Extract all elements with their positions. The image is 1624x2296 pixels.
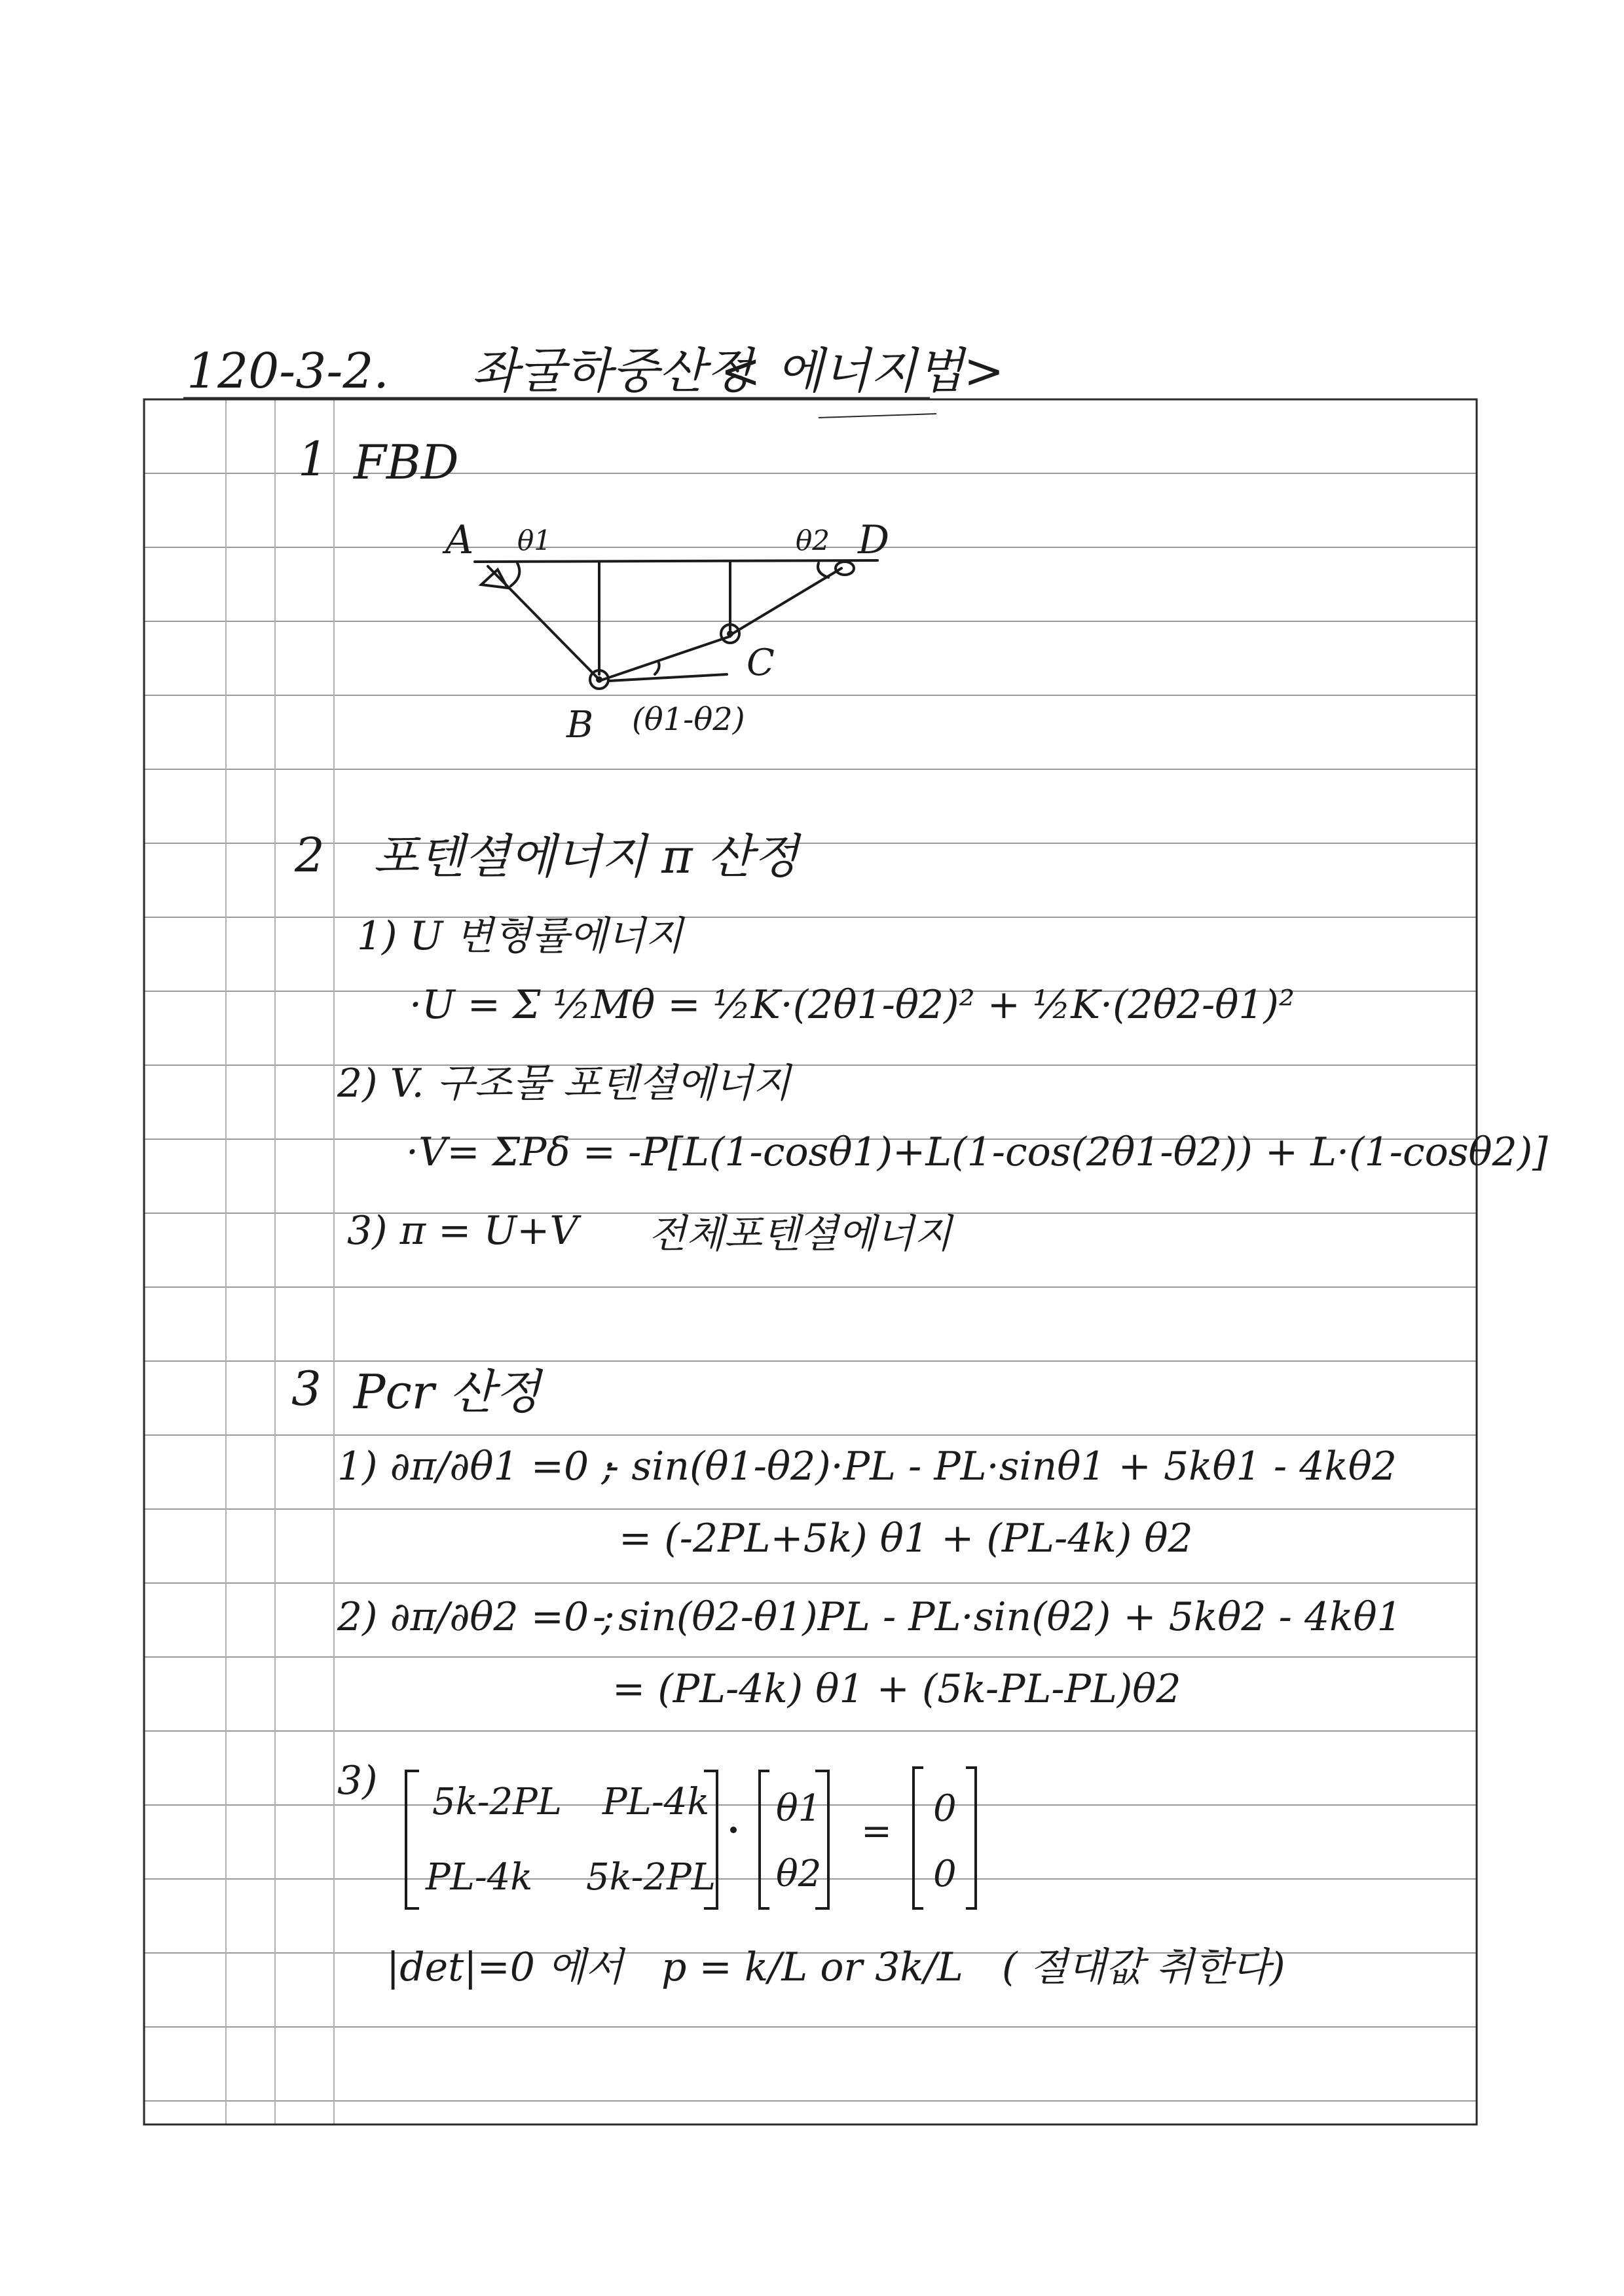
derivative-2-result: = (PL-4k) θ1 + (5k-PL-PL)θ2 [612,1666,1181,1712]
critical-load-result: p = k/L or 3k/L [661,1944,963,1990]
fbd-label-b: B [566,704,594,746]
derivative-1-result: = (-2PL+5k) θ1 + (PL-4k) θ2 [619,1516,1193,1561]
derivative-1-rhs: - sin(θ1-θ2)·PL - PL·sinθ1 + 5kθ1 - 4kθ2 [606,1444,1397,1489]
determinant-condition: |det|=0 에서 [386,1944,623,1990]
fbd-label-theta1: θ1 [517,524,552,556]
derivative-1-lhs: 1) ∂π/∂θ1 =0 ; [337,1444,615,1489]
vector-theta2: θ2 [776,1853,822,1895]
fbd-label-c: C [747,642,775,684]
matrix-m22: 5k-2PL [586,1856,716,1899]
title-method: < 에너지법> [720,343,1005,399]
energy-v-equation: ·V= ΣPδ = -P[L(1-cosθ1)+L(1-cos(2θ1-θ2)) + L·(1-cosθ2)] [406,1129,1548,1175]
energy-v-heading: 2) V. 구조물 포텐셜에너지 [337,1061,791,1106]
energy-u-equation: ·U = Σ ½Mθ = ½K·(2θ1-θ2)² + ½K·(2θ2-θ1)² [409,982,1295,1028]
energy-pi-heading: 3) π = U+V [347,1208,578,1254]
vector-theta1: θ1 [776,1787,822,1830]
zero-vector-1: 0 [933,1787,957,1830]
section-2-number: 2 [295,828,325,883]
energy-u-heading: 1) U 변형률에너지 [357,913,684,959]
matrix-m21: PL-4k [426,1856,533,1899]
matrix-step-label: 3) [337,1758,378,1804]
matrix-m11: 5k-2PL [432,1781,562,1823]
section-2-label: 포텐셜에너지 π 산정 [373,829,799,884]
fbd-label-a: A [445,517,474,563]
problem-number: 120-3-2. [187,343,389,399]
fbd-label-angle-b: (θ1-θ2) [632,701,745,738]
derivative-2-lhs: 2) ∂π/∂θ2 =0 ; [337,1594,615,1640]
equals-sign: = [861,1810,892,1853]
energy-pi-note: 전체포텐셜에너지 [648,1211,952,1257]
section-1-number: 1 [298,431,328,486]
derivative-2-rhs: - sin(θ2-θ1)PL - PL·sin(θ2) + 5kθ2 - 4kθ1 [593,1594,1402,1640]
section-3-label: Pcr 산정 [354,1364,541,1419]
absolute-value-note: ( 절대값 취한다) [1002,1944,1285,1990]
fbd-label-d: D [858,517,890,563]
section-1-label: FBD [354,435,459,490]
page-title: 좌굴하중산정 [471,343,752,399]
zero-vector-2: 0 [933,1853,957,1895]
section-3-number: 3 [291,1361,322,1416]
fbd-label-theta2: θ2 [796,524,830,556]
matrix-m12: PL-4k [602,1781,710,1823]
